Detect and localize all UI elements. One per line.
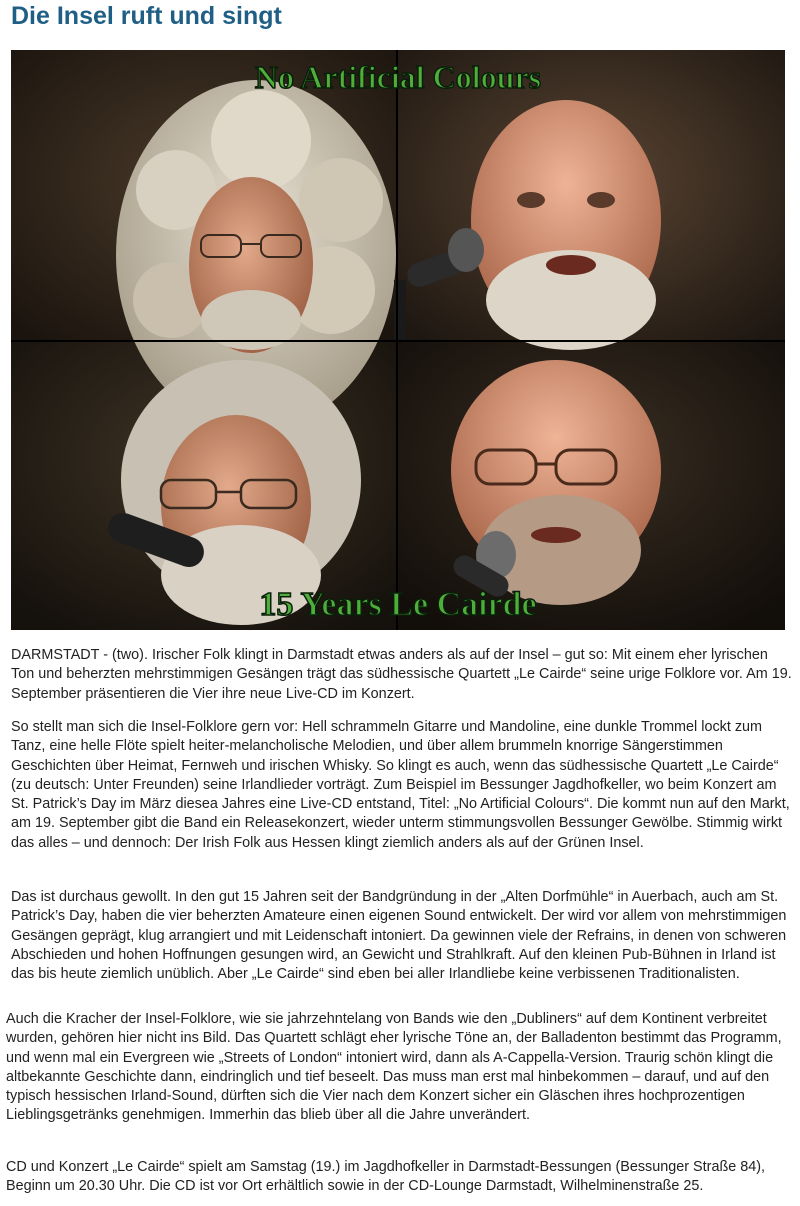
portrait-bald-man-glasses <box>450 360 661 605</box>
cover-bottom-lettering: 15 Years Le Cairde <box>259 586 537 623</box>
article-paragraph: So stellt man sich die Insel-Folklore gern vor: Hell schrammeln Gitarre und Mandoline, eine dunkle Trommel lockt zum Tanz, eine helle Flöte spielt heiter-melancholische Melodien, und über allem brummeln knorrige Sängerstimmen Geschichten über Heimat, Fernweh und irischen Whisky. So klingt es auch, wenn das südhessische Quartett „Le Cairde“ (zu deutsch: Unter Freunden) seine Irlandlieder vorträgt. Zum Beispiel im Bessunger Jagdhofkeller, wo beim Konzert am St. Patrick’s Day im März diesea Jahres eine Live-CD entstand, Titel: „No Artificial Colours“. Die kommt nun auf den Markt, am 19. September gibt die Band ein Releasekonzert, wieder unterm stimmungsvollen Bessunger Gewölbe. Stimmig wirkt das alles – und dennoch: Der Irish Folk aus Hessen klingt ziemlich anders als auf der Grünen Insel. <box>11 719 790 851</box>
article-paragraph: Das ist durchaus gewollt. In den gut 15 Jahren seit der Bandgründung in der „Alten Dorfmühle“ in Auerbach, auch am St. Patrick’s Day, haben die vier beherzten Amateure einen eigenen Sound entwickelt. Der wird vor allem von mehrstimmigen Gesängen geprägt, klug arrangiert und mit Leidenschaft intoniert. Da gewinnen viele der Refrains, in denen von schweren Abschieden und hohen Hoffnungen gesungen wird, an Gewicht und Strahlkraft. Auf den kleinen Pub-Bühnen in Irland ist das bis heute ziemlich unüblich. Aber „Le Cairde“ sind eben bei aller Irlandliebe keine verbissenen Traditionalisten. <box>11 889 787 983</box>
article-paragraph: CD und Konzert „Le Cairde“ spielt am Samstag (19.) im Jagdhofkeller in Darmstadt-Bessungen (Bessunger Straße 84), Beginn um 20.30 Uhr. Die CD ist vor Ort erhältlich sowie in der CD-Lounge Darmstadt, Wilhelminenstraße 25. <box>6 1159 766 1195</box>
article-paragraph: Auch die Kracher der Insel-Folklore, wie sie jahrzehntelang von Bands wie den „Dubliners“ auf dem Kontinent verbreitet wurden, gehören hier nicht ins Bild. Das Quartett schlägt eher lyrische Töne an, der Balladenton bestimmt das Programm, und wenn mal ein Evergreen wie „Streets of London“ intoniert wird, dann als A-Cappella-Version. Traurig schön klingt die altbekannte Geschichte dann, eindringlich und tief beseelt. Das muss man erst mal hinbekommen – darauf, und auf den typisch hessischen Irland-Sound, dürften sich die Vier nach dem Konzert sicher ein Gläschen ihres hochprozentigen Lieblingsgetränks genehmigen. Immerhin das blieb über all die Jahre unverändert. <box>6 1011 782 1124</box>
article-paragraph: DARMSTADT - (two). Irischer Folk klingt in Darmstadt etwas anders als auf der Insel – gut so: Mit einem eher lyrischen Ton und beherzten mehrstimmigen Gesängen trägt das südhessische Quartett „Le Cairde“ seine urige Folklore vor. Am 19. September präsentieren die Vier ihre neue Live-CD im Konzert. <box>11 647 792 702</box>
album-cover-image <box>11 50 785 630</box>
cover-top-lettering: No Artificial Colours <box>254 59 542 95</box>
article-title: Die Insel ruft und singt <box>11 2 282 30</box>
